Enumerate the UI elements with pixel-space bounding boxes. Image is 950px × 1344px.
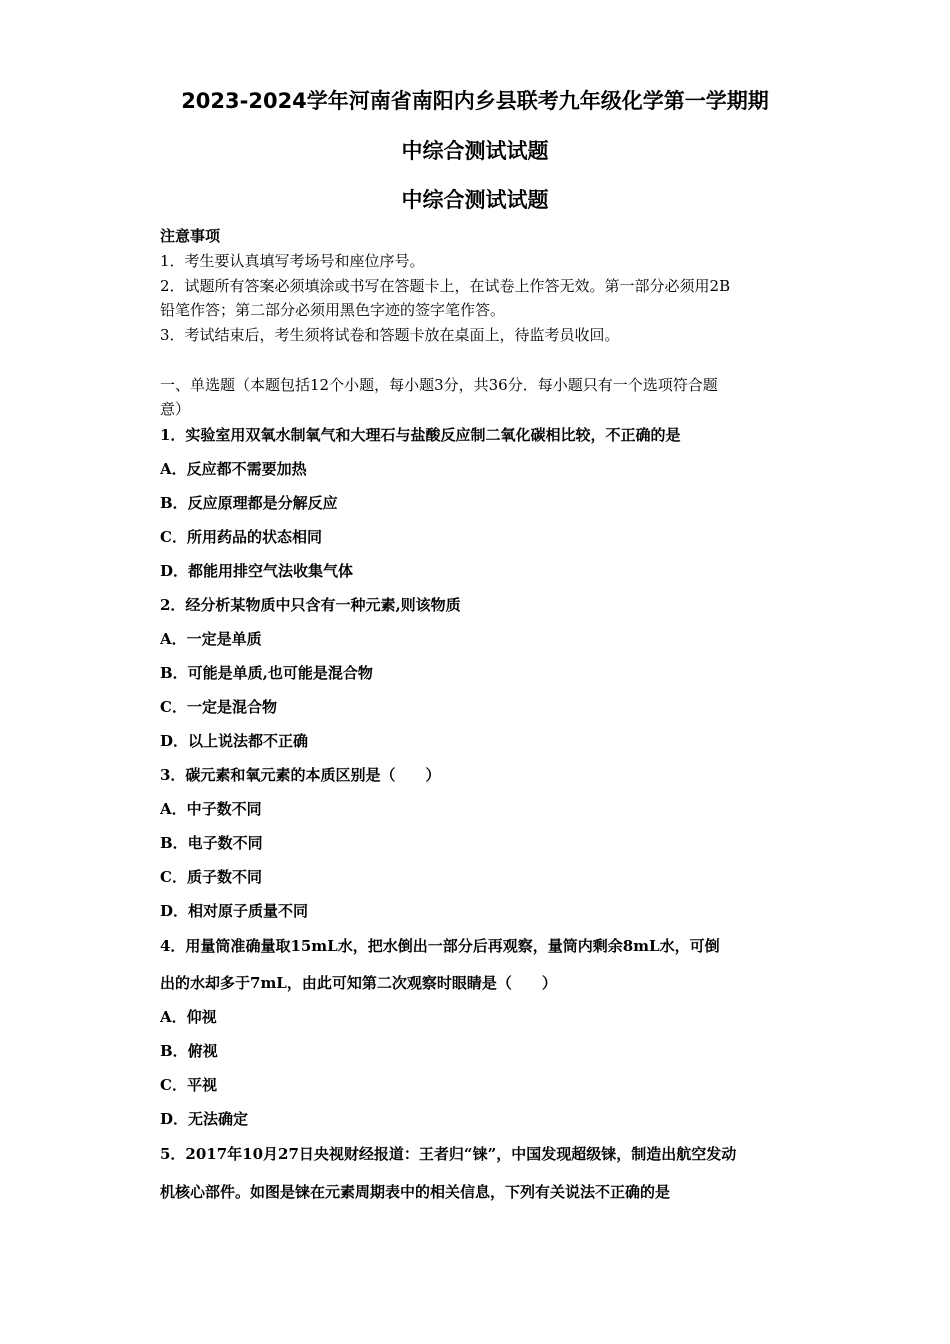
question-option: A．一定是单质 — [160, 630, 262, 648]
question-option: D．无法确定 — [160, 1110, 249, 1128]
notice-heading: 注意事项 — [160, 227, 221, 245]
question-option: B．可能是单质,也可能是混合物 — [160, 664, 373, 682]
notice-item: 3．考试结束后，考生须将试卷和答题卡放在桌面上，待监考员收回。 — [160, 326, 620, 344]
notice-item: 1．考生要认真填写考场号和座位序号。 — [160, 252, 425, 270]
question-option: B．俯视 — [160, 1042, 218, 1060]
question-option: C．一定是混合物 — [160, 698, 277, 716]
question-stem: 1．实验室用双氧水制氧气和大理石与盐酸反应制二氧化碳相比较，不正确的是 — [160, 426, 681, 444]
question-option: B．电子数不同 — [160, 834, 263, 852]
question-option: D．以上说法都不正确 — [160, 732, 309, 750]
question-stem-cont: 机核心部件。如图是铼在元素周期表中的相关信息，下列有关说法不正确的是 — [160, 1183, 671, 1201]
question-option: A．反应都不需要加热 — [160, 460, 307, 478]
question-stem: 4．用量筒准确量取15mL水，把水倒出一部分后再观察，量筒内剩余8mL水，可倒 — [160, 937, 720, 955]
question-option: C．平视 — [160, 1076, 217, 1094]
question-stem: 2．经分析某物质中只含有一种元素,则该物质 — [160, 596, 461, 614]
question-option: B．反应原理都是分解反应 — [160, 494, 338, 512]
question-option: C．质子数不同 — [160, 868, 262, 886]
section-heading-cont: 意） — [160, 400, 191, 418]
section-heading: 一、单选题（本题包括12个小题，每小题3分，共36分．每小题只有一个选项符合题 — [160, 376, 718, 394]
doc-title-line3: 中综合测试试题 — [401, 188, 549, 212]
question-option: D．相对原子质量不同 — [160, 902, 309, 920]
question-stem-cont: 出的水却多于7mL，由此可知第二次观察时眼睛是（ ） — [160, 974, 557, 992]
doc-title-line1: 2023-2024学年河南省南阳内乡县联考九年级化学第一学期期 — [181, 89, 769, 113]
question-option: A．中子数不同 — [160, 800, 262, 818]
question-stem: 5．2017年10月27日央视财经报道：王者归“铼”，中国发现超级铼，制造出航空发动 — [160, 1145, 737, 1163]
question-option: C．所用药品的状态相同 — [160, 528, 322, 546]
question-stem: 3．碳元素和氧元素的本质区别是（ ） — [160, 766, 441, 784]
doc-title-line2: 中综合测试试题 — [401, 139, 549, 163]
notice-item: 2．试题所有答案必须填涂或书写在答题卡上，在试卷上作答无效。第一部分必须用2B — [160, 277, 731, 295]
notice-item: 铅笔作答；第二部分必须用黑色字迹的签字笔作答。 — [160, 301, 506, 319]
question-option: D．都能用排空气法收集气体 — [160, 562, 354, 580]
question-option: A．仰视 — [160, 1008, 217, 1026]
